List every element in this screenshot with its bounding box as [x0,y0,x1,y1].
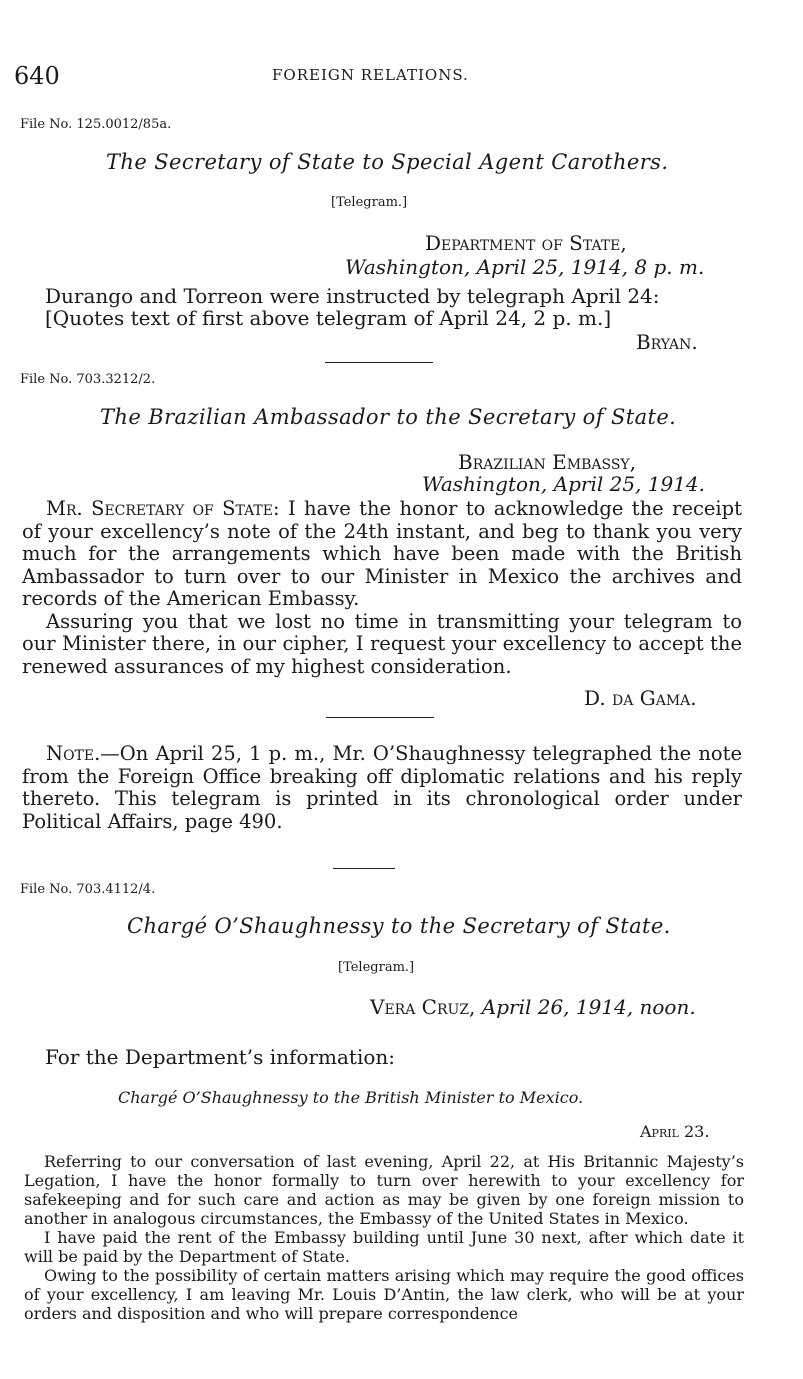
dateline-place: Vera Cruz, [370,995,476,1019]
enclosure-title: Chargé O’Shaughnessy to the British Minister to Mexico. [118,1088,584,1107]
dateline-date: Washington, April 25, 1914. [422,472,706,496]
signature: Bryan. [636,330,698,354]
document-title: Chargé O’Shaughnessy to the Secretary of State. [127,914,671,938]
dateline-office: Brazilian Embassy, [458,450,637,474]
paragraph: : I have the honor to acknowledge the receipt of your excellency’s note of the 24th instant, and beg to thank you very much for the arrangements which have been made with the British Ambassador to turn over to our Minister in Mexico the archives and records of the American Embassy. [22,497,742,610]
note-block [22,743,742,833]
dateline-date: April 26, 1914, noon. [481,995,696,1019]
section-rule [333,868,395,869]
enclosure-date: April 23. [640,1122,710,1141]
paragraph: Referring to our conversation of last evening, April 22, at His Britannic Majesty’s Legation, I have the honor formally to turn over herewith to your excellency for safekeeping and for such care and action as may be given by one foreign mission to another in analogous circumstances, the Embassy of the United States in Mexico. [24,1152,744,1228]
document-title: The Secretary of State to Special Agent Carothers. [106,150,669,174]
file-number: File No. 125.0012/85a. [20,117,172,132]
document-title: The Brazilian Ambassador to the Secretary of State. [100,405,677,429]
dateline-date: Washington, April 25, 1914, 8 p. m. [345,255,705,279]
body-line: [Quotes text of first above telegram of April 24, 2 p. m.] [45,306,612,330]
intro-line: For the Department’s information: [45,1045,396,1069]
section-rule [326,717,434,718]
dateline [370,995,696,1019]
signature: D. da Gama. [584,686,697,710]
letter-body [22,498,742,678]
file-number: File No. 703.4112/4. [20,882,156,897]
telegram-label: [Telegram.] [331,195,408,210]
note-text: —On April 25, 1 p. m., Mr. O’Shaughnessy telegraphed the note from the Foreign Office breaking off diplomatic relations and his reply thereto. This telegram is printed in its chronological order under Political Affairs, page 490. [22,742,742,833]
page-number: 640 [14,62,60,90]
note-label: Note. [46,742,101,765]
paragraph: Assuring you that we lost no time in transmitting your telegram to our Minister there, in our cipher, I request your excellency to accept the renewed assurances of my highest consideration. [22,609,742,678]
dateline-office: Department of State, [425,231,627,255]
running-title: FOREIGN RELATIONS. [272,66,469,84]
paragraph: I have paid the rent of the Embassy building until June 30 next, after which date it will be paid by the Department of State. [24,1228,744,1266]
section-rule [325,362,433,363]
file-number: File No. 703.3212/2. [20,372,156,387]
enclosure-body [24,1152,744,1323]
salutation: Mr. Secretary of State [46,497,273,520]
telegram-label: [Telegram.] [338,960,415,975]
body-line: Durango and Torreon were instructed by telegraph April 24: [45,284,660,308]
paragraph: Owing to the possibility of certain matters arising which may require the good offices of your excellency, I am leaving Mr. Louis D’Antin, the law clerk, who will be at your orders and disposition and who will prepare correspondence [24,1266,744,1323]
